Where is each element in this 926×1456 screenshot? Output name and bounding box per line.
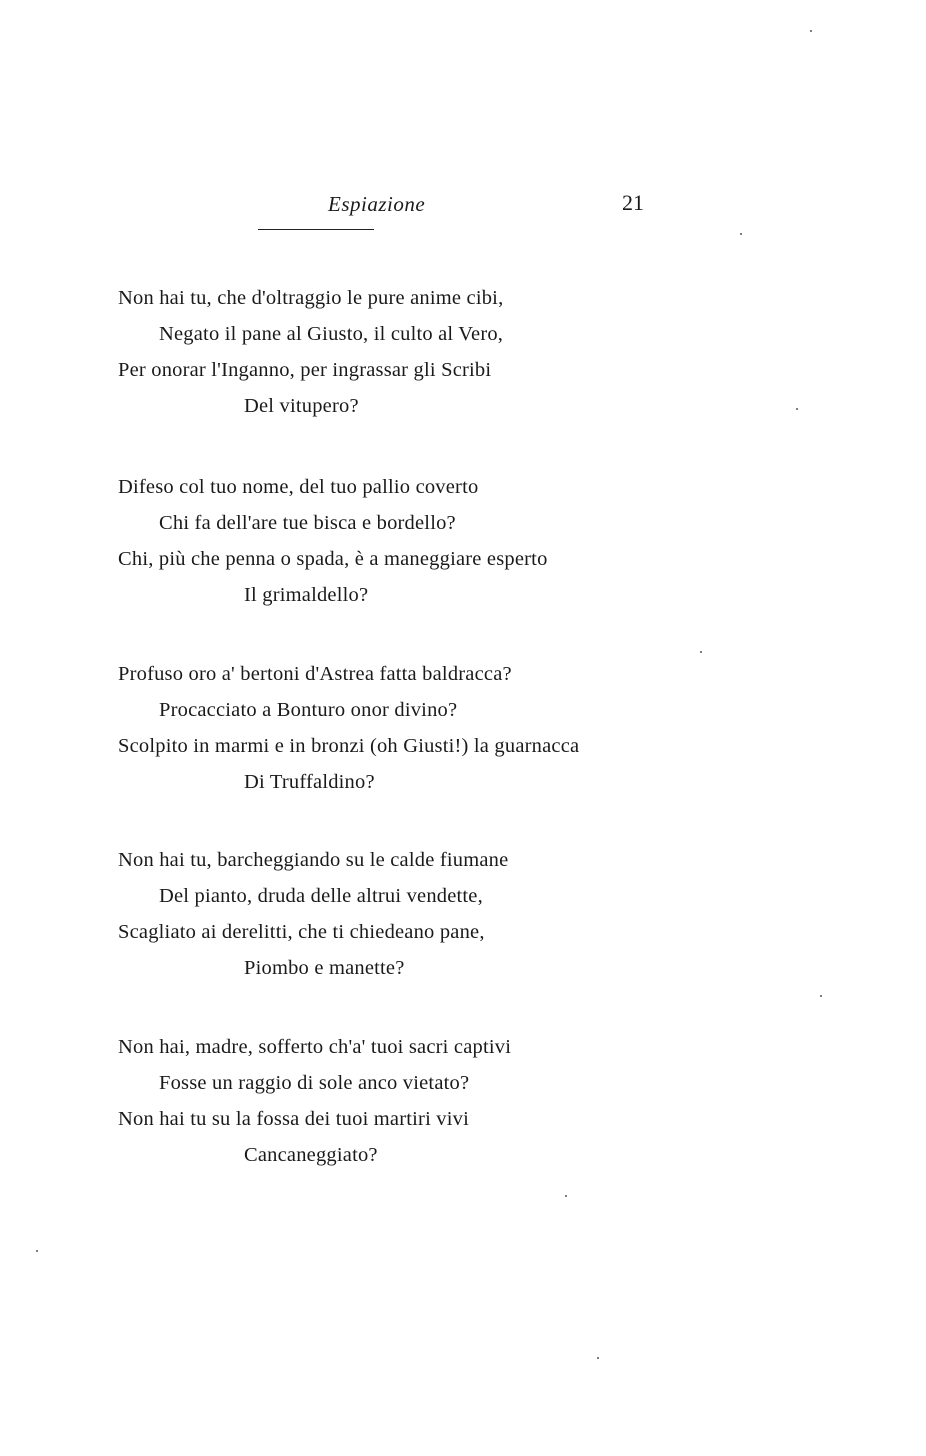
scan-speck	[740, 233, 742, 235]
stanza-3	[118, 656, 678, 800]
verse-line: Scagliato ai derelitti, che ti chiedeano pane,	[118, 921, 485, 943]
scan-speck	[820, 995, 822, 997]
running-title: Espiazione	[328, 192, 426, 216]
scan-speck	[796, 408, 798, 410]
verse-line: Negato il pane al Giusto, il culto al Vero,	[159, 323, 504, 345]
verse-line: Per onorar l'Inganno, per ingrassar gli Scribi	[118, 359, 492, 381]
scan-speck	[565, 1195, 567, 1197]
scan-speck	[700, 651, 702, 653]
verse-line: Piombo e manette?	[244, 957, 405, 979]
header-rule	[258, 229, 374, 230]
verse-line: Non hai, madre, sofferto ch'a' tuoi sacri captivi	[118, 1036, 512, 1058]
verse-line: Chi, più che penna o spada, è a maneggiare esperto	[118, 548, 548, 570]
verse-line: Non hai tu, barcheggiando su le calde fiumane	[118, 849, 509, 871]
verse-line: Del vitupero?	[244, 395, 359, 417]
verse-line: Scolpito in marmi e in bronzi (oh Giusti!) la guarnacca	[118, 735, 580, 757]
stanza-2	[118, 469, 678, 613]
verse-line: Procacciato a Bonturo onor divino?	[159, 699, 458, 721]
verse-line: Non hai tu su la fossa dei tuoi martiri vivi	[118, 1108, 469, 1130]
scan-speck	[36, 1250, 38, 1252]
verse-line: Non hai tu, che d'oltraggio le pure anime cibi,	[118, 287, 504, 309]
verse-line: Di Truffaldino?	[244, 771, 375, 793]
verse-line: Cancaneggiato?	[244, 1144, 378, 1166]
stanza-4	[118, 842, 678, 986]
verse-line: Difeso col tuo nome, del tuo pallio coverto	[118, 476, 479, 498]
verse-line: Il grimaldello?	[244, 584, 369, 606]
verse-line: Profuso oro a' bertoni d'Astrea fatta baldracca?	[118, 663, 512, 685]
page-number: 21	[622, 190, 644, 215]
stanza-5	[118, 1029, 678, 1173]
verse-line: Del pianto, druda delle altrui vendette,	[159, 885, 483, 907]
stanza-1	[118, 280, 678, 424]
verse-line: Fosse un raggio di sole anco vietato?	[159, 1072, 470, 1094]
scan-speck	[810, 30, 812, 32]
scan-speck	[597, 1357, 599, 1359]
verse-line: Chi fa dell'are tue bisca e bordello?	[159, 512, 456, 534]
